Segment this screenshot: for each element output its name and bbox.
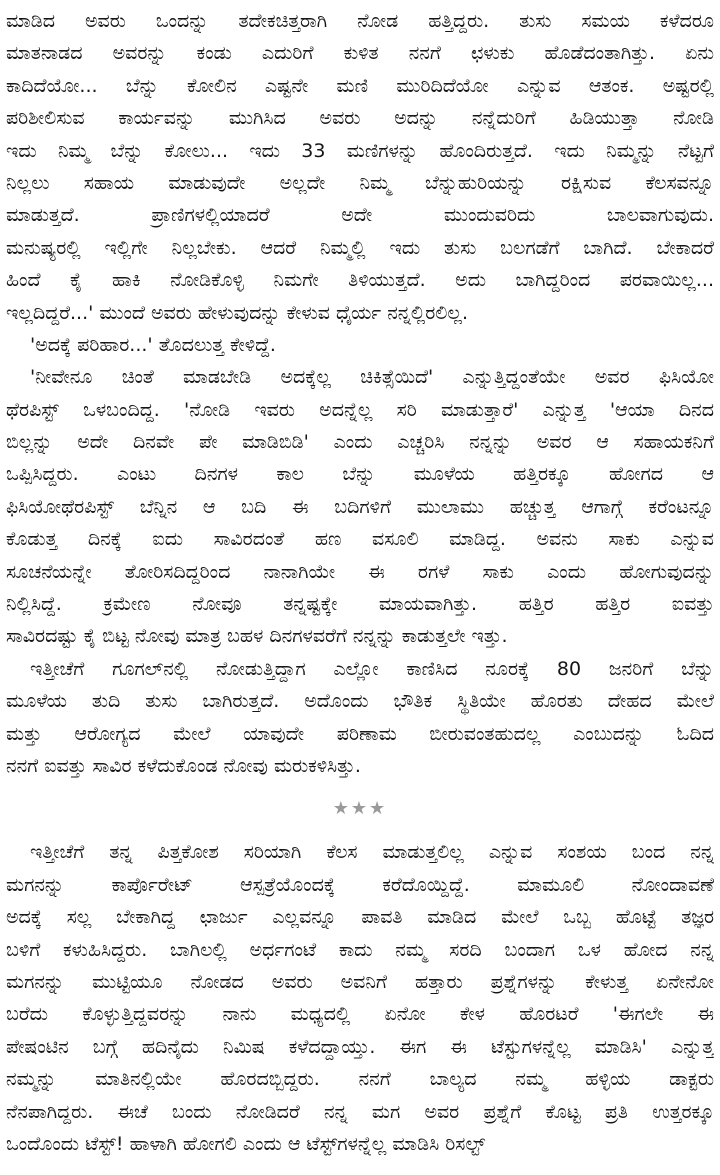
text-line: ಬಳಿಗೆ ಕಳುಹಿಸಿದ್ದರು. ಬಾಗಿಲಲ್ಲಿ ಅರ್ಧಗಂಟೆ ಕಾದು ನಮ್ಮ ಸರದಿ ಬಂದಾಗ ಒಳ ಹೋದ ನನ್ನ: [6, 938, 714, 961]
text-line: ಹಿಂದೆ ಕೈ ಹಾಕಿ ನೋಡಿಕೊಳ್ಳಿ ನಿಮಗೇ ತಿಳಿಯುತ್ತದೆ. ಅದು ಬಾಗಿದ್ದರಿಂದ ಪರವಾಯಿಲ್ಲ...: [6, 269, 714, 292]
text-line: ಕಾದಿದೆಯೋ... ಬೆನ್ನು ಕೋಲಿನ ಎಷ್ಟನೇ ಮಣಿ ಮುರಿದಿದೆಯೋ ಎನ್ನುವ ಆತಂಕ. ಅಷ್ಟರಲ್ಲಿ: [6, 74, 714, 97]
text-line: ಮತ್ತು ಆರೋಗ್ಯದ ಮೇಲೆ ಯಾವುದೇ ಪರಿಣಾಮ ಬೀರುವಂತಹುದಲ್ಲ ಎಂಬುದನ್ನು ಓದಿದ: [6, 722, 714, 745]
text-line: ಮಗನನ್ನು ಕಾರ್ಪೊರೇಟ್ ಆಸ್ಪತ್ರೆಯೊಂದಕ್ಕೆ ಕರೆದೊಯ್ದಿದ್ದೆ. ಮಾಮೂಲಿ ನೋಂದಾವಣೆ: [6, 873, 714, 896]
text-line: ಒಂದೊಂದು ಟೆಸ್ಟ್! ಹಾಳಾಗಿ ಹೋಗಲಿ ಎಂದು ಆ ಟೆಸ್ಟ್‌ಗಳನ್ನೆಲ್ಲ ಮಾಡಿಸಿ ರಿಸಲ್ಟ್: [6, 1132, 486, 1155]
text-line: ಅದಕ್ಕೆ ಸಲ್ಲ ಬೇಕಾಗಿದ್ದ ಛಾರ್ಜು ಎಲ್ಲವನ್ನೂ ಪಾವತಿ ಮಾಡಿದ ಮೇಲೆ ಒಬ್ಬ ಹೊಟ್ಟೆ ತಜ್ಞರ: [6, 906, 714, 929]
text-line: ಮಾಡುತ್ತದೆ. ಪ್ರಾಣಿಗಳಲ್ಲಿಯಾದರೆ ಅದೇ ಮುಂದುವರಿದು ಬಾಲವಾಗುವುದು.: [6, 204, 714, 227]
text-line: 'ನೀವೇನೂ ಚಿಂತೆ ಮಾಡಬೇಡಿ ಅದಕ್ಕೆಲ್ಲ ಚಿಕಿತ್ಸೆಯಿದೆ' ಎನ್ನುತ್ತಿದ್ದಂತೆಯೇ ಅವರ ಫಿಸಿಯೋ: [30, 366, 714, 389]
text-block-after-separator: [6, 836, 714, 1160]
paragraph: [6, 361, 714, 653]
text-line: ಮನುಷ್ಯರಲ್ಲಿ ಇಲ್ಲಿಗೇ ನಿಲ್ಲಬೇಕು. ಆದರೆ ನಿಮ್ಮಲ್ಲಿ ಇದು ತುಸು ಬಲಗಡೆಗೆ ಬಾಗಿದೆ. ಬೇಕಾದರೆ: [6, 236, 714, 259]
text-line: ಕೊಡುತ್ತ ದಿನಕ್ಕೆ ಐದು ಸಾವಿರದಂತೆ ಹಣ ವಸೂಲಿ ಮಾಡಿದ್ದ. ಅವನು ಸಾಕು ಎನ್ನುವ: [6, 528, 714, 551]
text-line: 'ಅದಕ್ಕೆ ಪರಿಹಾರ...' ತೊದಲುತ್ತ ಕೇಳಿದ್ದೆ.: [30, 333, 276, 356]
text-block-before-separator: [6, 5, 714, 782]
paragraph: [6, 329, 714, 361]
text-line: ಪರಿಶೀಲಿಸುವ ಕಾರ್ಯವನ್ನು ಮುಗಿಸಿದ ಅವರು ಅದನ್ನು ನನ್ನೆದುರಿಗೆ ಹಿಡಿಯುತ್ತಾ ನೋಡಿ: [6, 107, 714, 130]
paragraph: [6, 5, 714, 329]
text-line: ನಿಲ್ಲಿಸಿದ್ದೆ. ಕ್ರಮೇಣ ನೋವೂ ತನ್ನಷ್ಟಕ್ಕೇ ಮಾಯವಾಗಿತ್ತು. ಹತ್ತಿರ ಹತ್ತಿರ ಐವತ್ತು: [6, 593, 714, 616]
text-line: ಇತ್ತೀಚೆಗೆ ಗೂಗಲ್‌ನಲ್ಲಿ ನೋಡುತ್ತಿದ್ದಾಗ ಎಲ್ಲೋ ಕಾಣಿಸಿದ ನೂರಕ್ಕೆ 80 ಜನರಿಗೆ ಬೆನ್ನು: [30, 657, 714, 680]
text-line: ನಿಲ್ಲಲು ಸಹಾಯ ಮಾಡುವುದೇ ಅಲ್ಲದೇ ನಿಮ್ಮ ಬೆನ್ನುಹುರಿಯನ್ನು ರಕ್ಷಿಸುವ ಕೆಲಸವನ್ನೂ: [6, 171, 714, 194]
paragraph: [6, 836, 714, 1160]
text-line: ಬರೆದು ಕೊಳ್ಳುತ್ತಿದ್ದವರನ್ನು ನಾನು ಮಧ್ಯದಲ್ಲಿ ಏನೋ ಕೇಳ ಹೊರಟರೆ 'ಈಗಲೇ ಈ: [6, 1003, 714, 1026]
text-line: ಪೇಷಂಟಿನ ಬಗ್ಗೆ ಹದಿನೈದು ನಿಮಿಷ ಕಳೆದದ್ದಾಯ್ತು. ಈಗ ಈ ಟೆಸ್ಟುಗಳನ್ನೆಲ್ಲ ಮಾಡಿಸಿ' ಎನ್ನುತ್ತ: [6, 1035, 714, 1058]
text-line: ಮಗನನ್ನು ಮುಟ್ಟಿಯೂ ನೋಡದ ಅವರು ಅವನಿಗೆ ಹತ್ತಾರು ಪ್ರಶ್ನೆಗಳನ್ನು ಕೇಳುತ್ತ ಏನೇನೋ: [6, 970, 714, 993]
section-separator: ★★★: [332, 798, 388, 820]
text-line: ಬಿಲ್ಲನ್ನು ಅದೇ ದಿನವೇ ಪೇ ಮಾಡಿಬಿಡಿ' ಎಂದು ಎಚ್ಚರಿಸಿ ನನ್ನನ್ನು ಅವರ ಆ ಸಹಾಯಕನಿಗೆ: [6, 431, 714, 454]
text-line: ಮಾಡಿದ ಅವರು ಒಂದನ್ನು ತದೇಕಚಿತ್ತರಾಗಿ ನೋಡ ಹತ್ತಿದ್ದರು. ತುಸು ಸಮಯ ಕಳೆದರೂ: [6, 10, 714, 32]
text-line: ಮಾತನಾಡದ ಅವರನ್ನು ಕಂಡು ಎದುರಿಗೆ ಕುಳಿತ ನನಗೆ ಛಳುಕು ಹೊಡೆದಂತಾಗಿತ್ತು. ಏನು: [6, 42, 714, 65]
paragraph: [6, 653, 714, 783]
text-line: ಥೆರಪಿಸ್ಟ್ ಒಳಬಂದಿದ್ದ. 'ನೋಡಿ ಇವರು ಅದನ್ನೆಲ್ಲ ಸರಿ ಮಾಡುತ್ತಾರೆ' ಎನ್ನುತ್ತ 'ಆಯಾ ದಿನದ: [6, 398, 714, 421]
text-line: ಒಪ್ಪಿಸಿದ್ದರು. ಎಂಟು ದಿನಗಳ ಕಾಲ ಬೆನ್ನು ಮೂಳೆಯ ಹತ್ತಿರಕ್ಕೂ ಹೋಗದ ಆ: [6, 463, 714, 486]
text-line: ಫಿಸಿಯೋಥೆರಪಿಸ್ಟ್ ಬೆನ್ನಿನ ಆ ಬದಿ ಈ ಬದಿಗಳಿಗೆ ಮುಲಾಮು ಹಚ್ಚುತ್ತ ಆಗಾಗ್ಗೆ ಕರೆಂಟನ್ನೂ: [6, 495, 714, 518]
text-line: ಇದು ನಿಮ್ಮ ಬೆನ್ನು ಕೋಲು... ಇದು 33 ಮಣಿಗಳನ್ನು ಹೊಂದಿರುತ್ತದೆ. ಇದು ನಿಮ್ಮನ್ನು ನೆಟ್ಟಗೆ: [6, 139, 714, 162]
text-line: ನನಗೆ ಐವತ್ತು ಸಾವಿರ ಕಳೆದುಕೊಂಡ ನೋವು ಮರುಕಳಿಸಿತ್ತು.: [6, 754, 361, 777]
text-line: ಇತ್ತೀಚೆಗೆ ತನ್ನ ಪಿತ್ತಕೋಶ ಸರಿಯಾಗಿ ಕೆಲಸ ಮಾಡುತ್ತಲಿಲ್ಲ ಎನ್ನುವ ಸಂಶಯ ಬಂದ ನನ್ನ: [30, 841, 714, 864]
text-line: ಸಾವಿರದಷ್ಟು ಕೈ ಬಿಟ್ಟ ನೋವು ಮಾತ್ರ ಬಹಳ ದಿನಗಳವರೆಗೆ ನನ್ನನ್ನು ಕಾಡುತ್ತಲೇ ಇತ್ತು.: [6, 625, 508, 648]
text-line: ಇಲ್ಲದಿದ್ದರೆ...' ಮುಂದೆ ಅವರು ಹೇಳುವುದನ್ನು ಕೇಳುವ ಧೈರ್ಯ ನನ್ನಲ್ಲಿರಲಿಲ್ಲ.: [6, 301, 469, 324]
text-line: ನಮ್ಮನ್ನು ಮಾತಿನಲ್ಲಿಯೇ ಹೊರದಬ್ಬಿದ್ದರು. ನನಗೆ ಬಾಲ್ಯದ ನಮ್ಮ ಹಳ್ಳಿಯ ಡಾಕ್ಟರು: [6, 1068, 714, 1091]
text-line: ನೆನಪಾಗಿದ್ದರು. ಈಚೆ ಬಂದು ನೋಡಿದರೆ ನನ್ನ ಮಗ ಅವರ ಪ್ರಶ್ನೆಗೆ ಕೊಟ್ಟ ಪ್ರತಿ ಉತ್ತರಕ್ಕೂ: [6, 1100, 714, 1123]
text-line: ಸೂಚನೆಯನ್ನೇ ತೋರಿಸದಿದ್ದರಿಂದ ನಾನಾಗಿಯೇ ಈ ರಗಳೆ ಸಾಕು ಎಂದು ಹೋಗುವುದನ್ನು: [6, 560, 714, 583]
text-line: ಮೂಳೆಯ ತುದಿ ತುಸು ಬಾಗಿರುತ್ತದೆ. ಅದೊಂದು ಭೌತಿಕ ಸ್ಥಿತಿಯೇ ಹೊರತು ದೇಹದ ಮೇಲೆ: [6, 690, 714, 713]
